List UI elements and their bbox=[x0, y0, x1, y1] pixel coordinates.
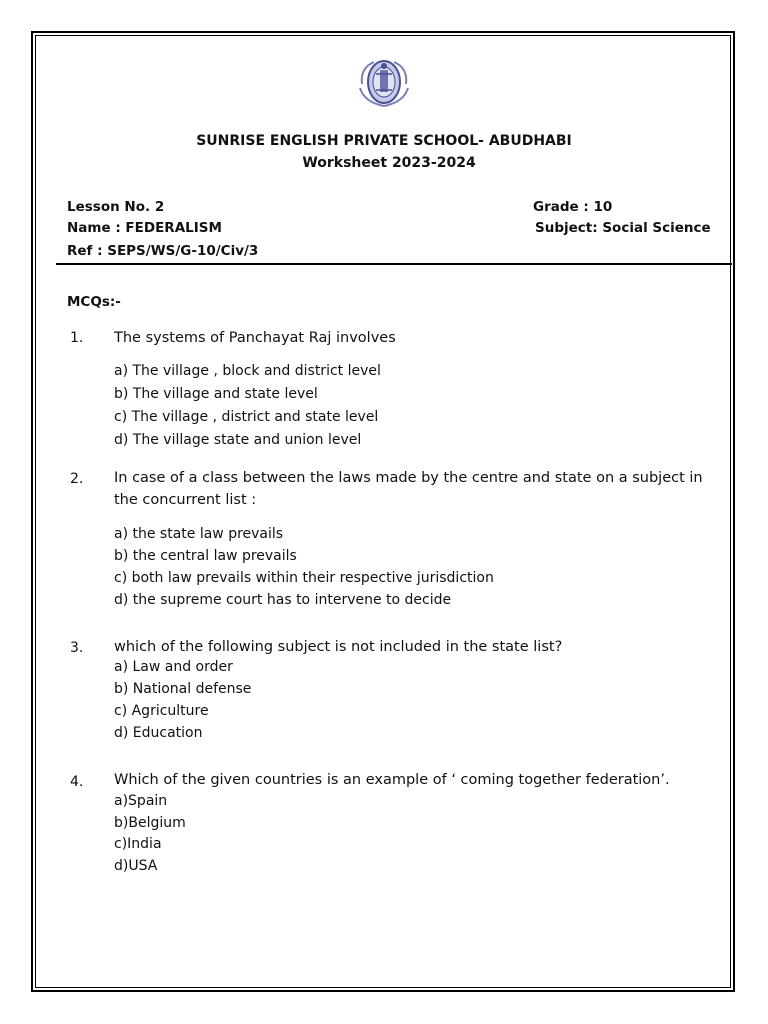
reference-code: Ref : SEPS/WS/G-10/Civ/3 bbox=[67, 243, 259, 259]
option: c)India bbox=[114, 836, 162, 852]
question-number: 4. bbox=[70, 774, 84, 790]
subject-label: Subject: Social Science bbox=[535, 220, 711, 236]
option: d) Education bbox=[114, 725, 203, 741]
worksheet-title: Worksheet 2023-2024 bbox=[302, 155, 476, 171]
option: c) The village , district and state level bbox=[114, 409, 379, 425]
option: d)USA bbox=[114, 858, 158, 874]
section-heading: MCQs:- bbox=[67, 294, 121, 310]
lesson-name: Name : FEDERALISM bbox=[67, 220, 222, 236]
option: c) both law prevails within their respective jurisdiction bbox=[114, 570, 494, 586]
option: d) The village state and union level bbox=[114, 432, 362, 448]
option: b) National defense bbox=[114, 681, 252, 697]
question-text: Which of the given countries is an example of ‘ coming together federation’. bbox=[114, 772, 670, 788]
lesson-number: Lesson No. 2 bbox=[67, 199, 165, 215]
question-text: The systems of Panchayat Raj involves bbox=[114, 330, 396, 346]
question-number: 2. bbox=[70, 471, 84, 487]
school-crest-icon bbox=[354, 54, 414, 110]
question-number: 1. bbox=[70, 330, 84, 346]
option: b) the central law prevails bbox=[114, 548, 297, 564]
school-name: SUNRISE ENGLISH PRIVATE SCHOOL- ABUDHABI bbox=[196, 133, 572, 149]
option: a) Law and order bbox=[114, 659, 233, 675]
question-text: which of the following subject is not included in the state list? bbox=[114, 639, 563, 655]
option: c) Agriculture bbox=[114, 703, 209, 719]
grade-label: Grade : 10 bbox=[533, 199, 613, 215]
option: a) The village , block and district level bbox=[114, 363, 381, 379]
question-text: In case of a class between the laws made by the centre and state on a subject in the concurrent list : bbox=[114, 470, 703, 508]
option: b)Belgium bbox=[114, 815, 186, 831]
option: a)Spain bbox=[114, 793, 168, 809]
option: b) The village and state level bbox=[114, 386, 318, 402]
question-number: 3. bbox=[70, 640, 84, 656]
option: d) the supreme court has to intervene to decide bbox=[114, 592, 452, 608]
option: a) the state law prevails bbox=[114, 526, 284, 542]
header-divider bbox=[56, 263, 732, 265]
